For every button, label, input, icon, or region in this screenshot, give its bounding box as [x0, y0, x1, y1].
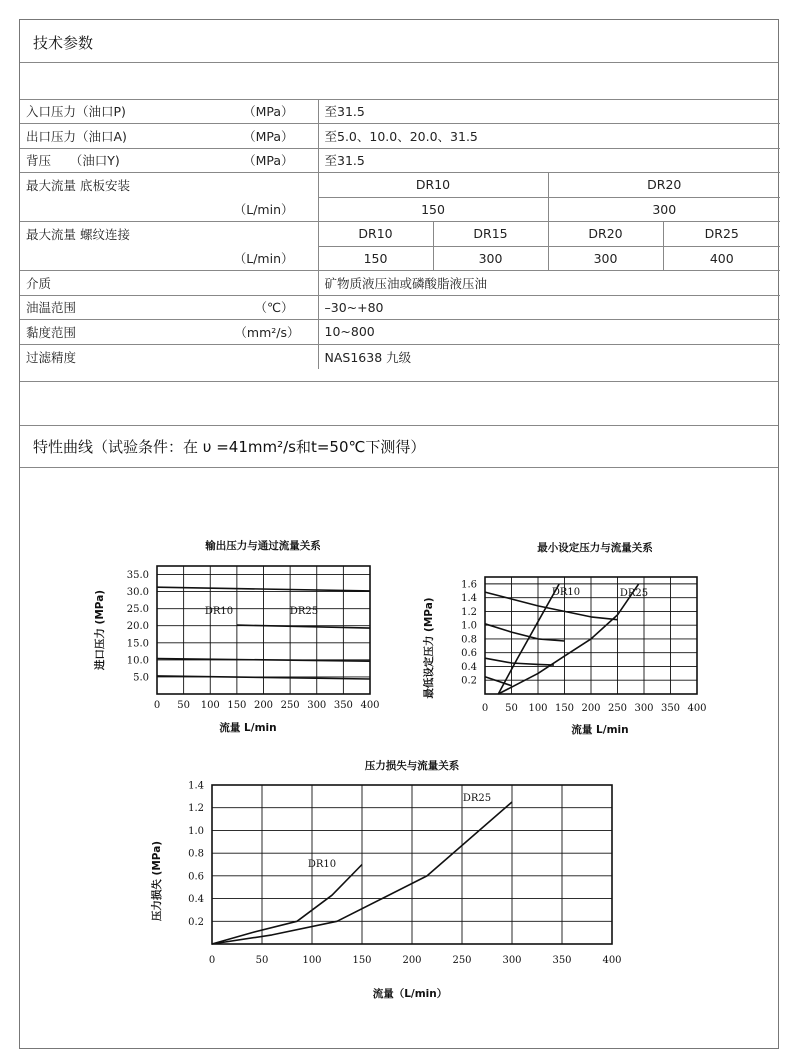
y-tick-label: 30.0 — [126, 587, 149, 599]
model-cell: DR20 — [548, 173, 780, 198]
series-line — [485, 624, 565, 641]
tech-params-title: 技术参数 — [33, 34, 94, 52]
param-label: 背压 （油口Y) （MPa） — [20, 148, 318, 173]
param-label: 最大流量 螺纹连接 — [20, 222, 318, 247]
x-tick-label: 100 — [200, 700, 220, 711]
x-tick-label: 0 — [153, 700, 161, 711]
x-tick-label: 50 — [505, 703, 518, 714]
x-tick-label: 100 — [302, 955, 322, 966]
x-tick-label: 200 — [581, 703, 601, 714]
x-axis-label: 流量 L/min — [571, 724, 629, 736]
y-tick-label: 1.4 — [461, 593, 477, 605]
x-tick-label: 50 — [255, 955, 269, 966]
param-label: 最大流量 底板安装 — [20, 173, 318, 198]
x-tick-label: 400 — [360, 700, 380, 711]
flow-value: 300 — [548, 197, 780, 222]
flow-value: 300 — [433, 246, 548, 271]
param-value: 至5.0、10.0、20.0、31.5 — [318, 124, 780, 149]
param-value: –30~+80 — [318, 295, 780, 320]
x-axis-label: 流量 L/min — [219, 722, 277, 734]
y-tick-label: 0.8 — [461, 634, 477, 646]
chart-title: 压力损失与流量关系 — [364, 760, 460, 772]
chart-1 — [93, 539, 380, 734]
y-tick-label: 5.0 — [133, 672, 149, 684]
param-unit: （L/min） — [20, 197, 318, 222]
param-value: 矿物质液压油或磷酸脂液压油 — [318, 271, 780, 296]
flow-value: 150 — [318, 246, 433, 271]
x-tick-label: 350 — [333, 700, 353, 711]
curve-annotation: DR25 — [619, 588, 649, 599]
curve-annotation: DR10 — [204, 606, 234, 617]
param-label: 出口压力（油口A) （MPa） — [20, 124, 318, 149]
y-tick-label: 1.6 — [461, 579, 477, 591]
param-unit: （L/min） — [20, 246, 318, 271]
curve-annotation: DR10 — [551, 587, 581, 598]
param-label: 油温范围 （℃） — [20, 295, 318, 320]
x-tick-label: 250 — [452, 955, 472, 966]
y-tick-label: 0.6 — [461, 648, 477, 660]
model-cell: DR10 — [318, 222, 433, 247]
curve-annotation: DR25 — [462, 793, 492, 804]
x-tick-label: 150 — [227, 700, 247, 711]
curves-title: 特性曲线（试验条件：在 υ =41mm²/s和t=50℃下测得） — [33, 438, 426, 456]
x-tick-label: 350 — [552, 955, 572, 966]
param-label: 入口压力（油口P) （MPa） — [20, 99, 318, 124]
x-tick-label: 250 — [607, 703, 628, 714]
chart-2 — [422, 541, 707, 736]
x-tick-label: 300 — [502, 955, 522, 966]
series-line — [485, 658, 554, 665]
y-tick-label: 35.0 — [126, 570, 149, 582]
chart-title: 最小设定压力与流量关系 — [537, 542, 653, 554]
y-axis-label: 进口压力 (MPa) — [94, 589, 106, 671]
chart-title: 输出压力与通过流量关系 — [205, 540, 321, 552]
y-tick-label: 0.8 — [188, 848, 204, 860]
y-tick-label: 0.2 — [188, 916, 204, 928]
flow-value: 300 — [548, 246, 663, 271]
x-tick-label: 0 — [208, 955, 216, 966]
param-label: 过滤精度 — [20, 344, 318, 369]
param-value: 至31.5 — [318, 148, 780, 173]
y-tick-label: 25.0 — [126, 604, 149, 616]
flow-value: 150 — [318, 197, 548, 222]
param-value: 10~800 — [318, 320, 780, 345]
x-tick-label: 0 — [481, 703, 489, 714]
curve-annotation: DR10 — [307, 859, 337, 870]
y-tick-label: 1.0 — [461, 620, 477, 632]
x-tick-label: 50 — [177, 700, 190, 711]
y-tick-label: 20.0 — [126, 621, 149, 633]
x-tick-label: 300 — [634, 703, 654, 714]
x-tick-label: 200 — [402, 955, 422, 966]
x-tick-label: 400 — [602, 955, 622, 966]
param-label: 介质 — [20, 271, 318, 296]
curve-annotation: DR25 — [289, 606, 319, 617]
x-tick-label: 200 — [253, 700, 274, 711]
param-value: NAS1638 九级 — [318, 344, 780, 369]
flow-value: 400 — [663, 246, 780, 271]
y-tick-label: 1.0 — [188, 825, 204, 837]
y-tick-label: 0.6 — [188, 871, 204, 883]
param-label: 黏度范围 （mm²/s） — [20, 320, 318, 345]
x-tick-label: 400 — [687, 703, 707, 714]
model-cell: DR15 — [433, 222, 548, 247]
y-axis-label: 最低设定压力 (MPa) — [423, 597, 435, 699]
chart-3 — [150, 759, 622, 1000]
x-tick-label: 100 — [528, 703, 548, 714]
x-tick-label: 150 — [352, 955, 372, 966]
y-tick-label: 0.2 — [461, 675, 477, 687]
x-tick-label: 350 — [660, 703, 681, 714]
param-value: 至31.5 — [318, 99, 780, 124]
model-cell: DR25 — [663, 222, 780, 247]
y-axis-label: 压力损失 (MPa) — [151, 840, 163, 922]
model-cell: DR20 — [548, 222, 663, 247]
x-axis-label: 流量（L/min） — [372, 988, 448, 1000]
y-tick-label: 1.2 — [188, 803, 204, 815]
y-tick-label: 10.0 — [126, 655, 149, 667]
y-tick-label: 1.2 — [461, 606, 477, 618]
y-tick-label: 15.0 — [126, 638, 149, 650]
y-tick-label: 0.4 — [188, 894, 204, 906]
x-tick-label: 250 — [280, 700, 300, 711]
x-tick-label: 300 — [307, 700, 327, 711]
model-cell: DR10 — [318, 173, 548, 198]
x-tick-label: 150 — [554, 703, 575, 714]
y-tick-label: 1.4 — [188, 780, 204, 792]
y-tick-label: 0.4 — [461, 661, 477, 673]
